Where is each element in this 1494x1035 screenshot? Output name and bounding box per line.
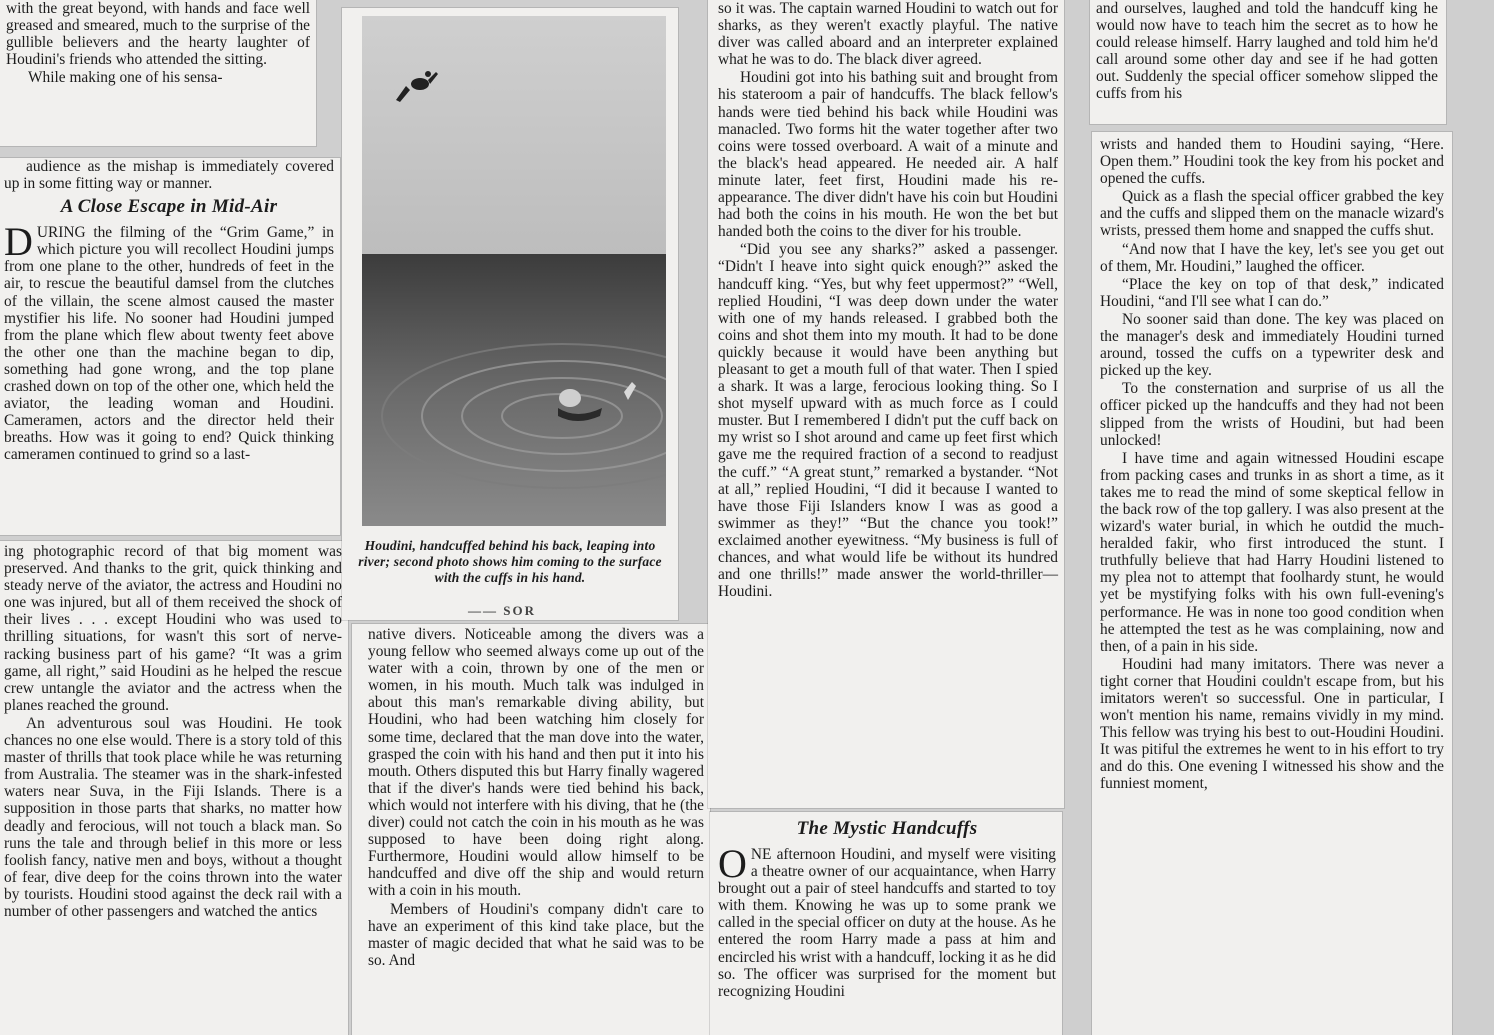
photo-caption: Houdini, handcuffed behind his back, leaping into river; second photo shows him coming to the surface with the cuffs in his hand. [358,538,662,585]
houdini-photo [362,16,666,526]
col1-top-paragraph-2: While making one of his sensa- [28,69,223,87]
clipping-col4-main [1092,132,1452,1035]
col4-paragraph-4: “Place the key on top of that desk,” indicated Houdini, “and I'll see what I can do.” [1100,275,1444,310]
dropcap-o: O [718,841,747,886]
col1-paragraph-1: DURING the filming of the “Grim Game,” in which picture you will recollect Houdini jumps from one plane to the other, hundreds of feet in the air, to rescue the beautiful damsel from the clutches of the villain, the scene almost caused the master mystifier his life. No sooner had Houdini jumped from the plane which flew about twenty feet above the other one than the machine began to dip, something had gone wrong, and the top plane crashed down on top of the other one, which held the aviator, the leading woman and Houdini. Cameramen, actors and the director held their breaths. How was it going to end? Quick thinking cameramen continued to grind so a last- [4,219,334,464]
col4-paragraph-5: No sooner said than done. The key was placed on the manager's desk and immediately Houdini turned around, tossed the cuffs on a typewriter desk and picked up the key. [1100,310,1444,380]
clipping-col1-main [0,158,340,535]
col3-paragraph-1: so it was. The captain warned Houdini to watch out for sharks, as they weren't exactly playful. The native diver was called aboard and an interpreter explained what he was to do. The black diver agreed. [718,0,1058,69]
photo-image [362,16,666,526]
clipping-col1-top [0,0,316,146]
col4-paragraph-2: Quick as a flash the special officer grabbed the key and the cuffs and slipped them on the manacle wizard's wrists, pressed them home and snapped the cuffs shut. [1100,188,1444,240]
heading-mystic-handcuffs: The Mystic Handcuffs [796,818,978,839]
col4-paragraph-6: To the consternation and surprise of us all the officer picked up the handcuffs and they had not been slipped from the wrists of Houdini, but had been unlocked! [1100,380,1444,449]
col4-paragraph-7: I have time and again witnessed Houdini escape from packing cases and trunks in as short a time, as it takes me to read the mind of some skeptical fellow in the back row of the top gallery. I was also present at the wizard's water burial, in which he outdid the much-heralded fakir, who first introduced the stunt. I truthfully believe that had Harry Houdini listened to my plea not to attempt that foolhardy stunt, he would yet be mystifying folks with his own full-evening's performance. He was in none too good condition when he attempted the test as he was complaining, now and then, of a pain in his side. [1100,449,1444,655]
col3-paragraph-2: Houdini got into his bathing suit and brought from his stateroom a pair of handcuffs. The black fellow's hands were tied behind his back while Houdini was manacled. Two forms hit the water together after two coins were tossed overboard. A wait of a minute and the black's head appeared. He needed air. A half minute later, feet first, Houdini made his re-appearance. The diver didn't have his coin but Houdini had both the coins in his mouth. He won the bet but handed both the coins to the diver for his trouble. [718,69,1058,241]
col2-paragraph-2: Members of Houdini's company didn't care to have an experiment of this kind take place, but the master of magic decided that what he said was to be so. And [368,900,704,969]
col1-top-paragraph: with the great beyond, with hands and face well greased and smeared, much to the surprise of the gullible believers and the hearty laughter of Houdini's friends who attended the sitting. [6,0,310,69]
clipping-col3 [708,0,1064,808]
col1-paragraph-3: An adventurous soul was Houdini. He took chances no one else would. There is a story told of this master of thrills that took place while he was returning from Australia. The steamer was in the shark-infested waters near Suva, in the Fiji Islands. There is a supposition in those parts that sharks, no matter how deadly and ferocious, will not touch a black man. So runs the tale and through belief in this more or less foolish fancy, native men and boys, without a thought of fear, dive deep for the coins thrown into the water by tourists. Houdini stood against the deck rail with a number of other passengers and watched the antics [4,714,342,920]
clipping-col3-lower [710,812,1062,1035]
col1-paragraph-2: ing photographic record of that big moment was preserved. And thanks to the grit, quick thinking and steady nerve of the aviator, the actress and Houdini no one was injured, but all of them received the shock of their lives . . . except Houdini who was used to thrilling situations, for wasn't this sort of nerve-racking business part of his game? “It was a grim game, all right,” said Houdini as he helped the rescue crew untangle the aviator and the actress when the planes reached the ground. [4,543,342,714]
heading-close-escape: A Close Escape in Mid-Air [60,196,278,218]
col4-paragraph-1: wrists and handed them to Houdini saying, “Here. Open them.” Houdini took the key from his pocket and opened the cuffs. [1100,136,1444,188]
col2-paragraph-1: native divers. Noticeable among the divers was a young fellow who seemed always come up out of the water with a coin, thrown by one of the men or women, in his mouth. Much talk was indulged in about this man's remarkable diving ability, but Houdini, who had been watching him closely for some time, declared that the man dove into the water, grasped the coin with his hand and then put it into his mouth. Others disputed this but Harry finally wagered that if the diver's hands were tied behind his back, which would not interfere with his diving, that he (the diver) could not catch the coin in his mouth as he was supposed to have been doing right along. Furthermore, Houdini would allow himself to be handcuffed and dive off the ship and would return with a coin in his mouth. [368,626,704,900]
col4-top-paragraph: and ourselves, laughed and told the handcuff king he would now have to teach him the secret as to how he could release himself. Harry laughed and told him he'd call around some other day and see if he had gotten out. Suddenly the special officer somehow slipped the cuffs from his [1096,0,1438,103]
col4-paragraph-3: “And now that I have the key, let's see you get out of them, Mr. Houdini,” laughed the officer. [1100,240,1444,275]
col3-paragraph-3: “Did you see any sharks?” asked a passenger. “Didn't I heave into sight quick enough?” asked the handcuff king. “Yes, but why feet uppermost?” “Well, replied Houdini, “I was deep down under the water with one of my hands released. I grabbed both the coins and shot them into my mouth. It had to be done quickly because it would have been anything but pleasant to get a mouth full of that water. Then I spied a shark. It was a large, ferocious looking thing. So I shot myself upward with as much force as I could muster. But I remembered I didn't put the cuff back on my wrist so I shot around and came up feet first which gave me the required fraction of a second to readjust the cuff.” “A great stunt,” remarked a bystander. “Not at all,” replied Houdini, “I did it because I wanted to have those Fiji Islanders know I was as good a swimmer as they!” “But the chance you took!” exclaimed another eyewitness. “My business is full of chances, and what would life be without its hundred and one thrills!” made answer the world-thriller—Houdini. [718,241,1058,601]
col1-mid-fragment: audience as the mishap is immediately covered up in some fitting way or manner. [4,158,334,193]
col4-paragraph-8: Houdini had many imitators. There was never a tight corner that Houdini couldn't escape from, but his imitators weren't so successful. One in particular, I won't mention his name, remains vividly in my mind. This fellow was trying his best to out-Houdini Houdini. It was pitiful the extremes he went to in his effort to try and do this. One evening I witnessed his show and the funniest moment, [1100,655,1444,793]
cut-stub: —— SOR [468,603,536,618]
clipping-col1-lower [0,541,348,1035]
col3-paragraph-4: ONE afternoon Houdini, and myself were visiting a theatre owner of our acquaintance, when Harry brought out a pair of steel handcuffs and started to toy with them. Knowing he was up to some prank we called in the special officer on duty at the house. As he entered the room Harry made a pass at him and encircled his wrist with a handcuff, locking it as he did so. The officer was surprised for the moment but recognizing Houdini [718,841,1056,1000]
clipping-col2-text [352,624,710,1035]
clipping-photo [342,8,678,620]
dropcap-d: D [4,219,33,265]
clipping-col4-top [1090,0,1446,124]
